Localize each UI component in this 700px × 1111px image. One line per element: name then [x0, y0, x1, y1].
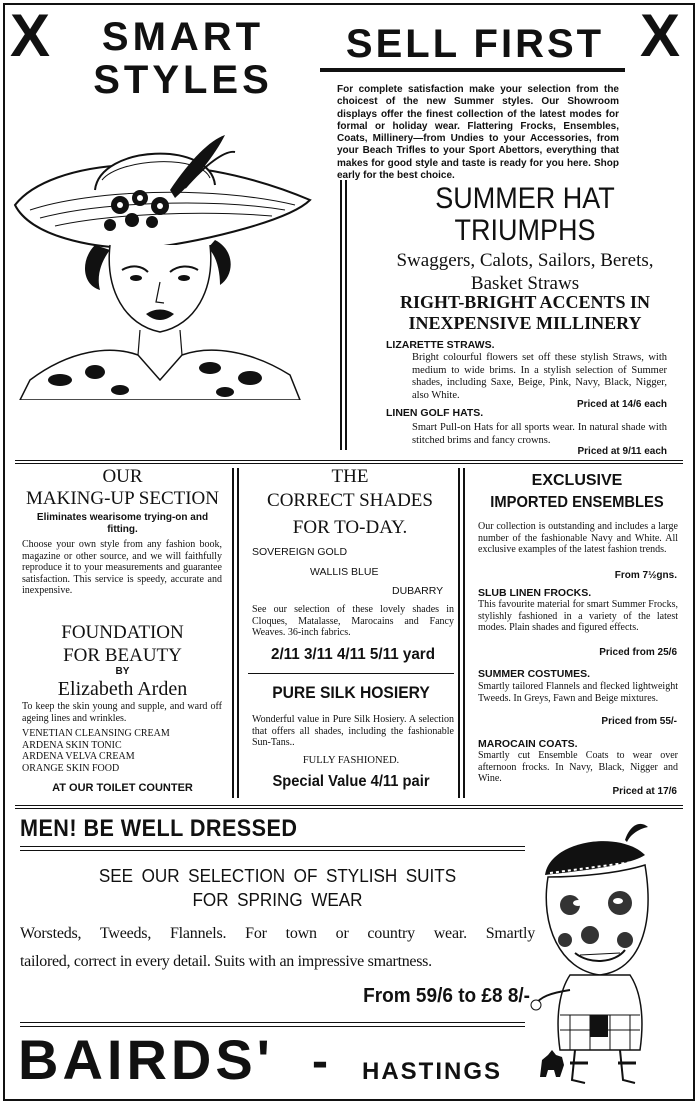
men-line2: FOR SPRING WEAR [192, 890, 363, 910]
hat-types-line2: Basket Straws [470, 273, 580, 294]
styles-word: STYLES [93, 58, 273, 102]
lizarette-heading: LIZARETTE STRAWS. [386, 339, 495, 351]
intro-paragraph: For complete satisfaction make your selection from the choicest of the new Summer styles. Our Showroom displays offer the finest collection of the latest modes for formal or holiday wear. Flattering Frocks, Ensembles, Coats, Millinery—from Undies to your Accessories, from your Beach Trifles to your Sport Abettors, everything that makes for good style and taste is ready for you here. Shop early for the best choice. [337, 84, 619, 182]
foundation-heading: FOUNDATION [61, 622, 184, 643]
column-bar-1 [232, 468, 239, 798]
product-item: ORANGE SKIN FOOD [22, 762, 120, 774]
hat-lady-illustration [10, 110, 330, 400]
summer-hat-title: SUMMER HAT [435, 182, 615, 215]
section-rule-middle [15, 805, 683, 809]
men-text2: tailored, correct in every detail. Suits with an impressive smartness. [20, 953, 432, 970]
accents-line1: RIGHT-BRIGHT ACCENTS IN [399, 292, 651, 312]
slub-linen-heading: SLUB LINEN FROCKS. [478, 587, 592, 599]
summer-costumes-price: Priced from 55/- [601, 716, 677, 727]
summer-costumes-text: Smartly tailored Flannels and flecked lightweight Tweeds. In Greys, Fawn and Beige mixtures. [478, 681, 678, 704]
golf-hats-heading: LINEN GOLF HATS. [386, 407, 484, 419]
product-item: ARDENA VELVA CREAM [22, 751, 135, 763]
lizarette-text: Bright colourful flowers set off these stylish Straws, with medium to wide brims. In a stylish selection of Summer shades, including Saxe, Beige, Pink, Navy, Black, Nigger, also White. [412, 352, 667, 401]
hosiery-special-value: Special Value 4/11 pair [272, 773, 430, 790]
sell-first-heading: SELL FIRST [345, 22, 605, 66]
making-up-tagline: Eliminates wearisome trying-on and fitting. [36, 512, 209, 535]
shades-text: See our selection of these lovely shades in Cloques, Matalasse, Marocains and Fancy Weaves. 36-inch fabrics. [252, 604, 454, 639]
hat-types-line1: Swaggers, Calots, Sailors, Berets, [396, 250, 654, 271]
footer-dash: - [312, 1035, 328, 1088]
men-heading: MEN! BE WELL DRESSED [20, 815, 298, 842]
marocain-coats-text: Smartly cut Ensemble Coats to wear over afternoon frocks. In Navy, Black, Nigger and Wine. [478, 750, 678, 785]
hastings-label: HASTINGS [362, 1058, 503, 1085]
elizabeth-arden-name: Elizabeth Arden [57, 678, 188, 700]
men-line1: SEE OUR SELECTION OF STYLISH SUITS [98, 866, 457, 886]
golf-hats-price: Priced at 9/11 each [577, 446, 667, 457]
scotsman-illustration [530, 815, 690, 1093]
x-mark-left: X [10, 2, 51, 69]
toilet-counter-label: AT OUR TOILET COUNTER [52, 782, 193, 794]
shade-sovereign-gold: SOVEREIGN GOLD [252, 546, 348, 558]
our-heading: OUR [102, 466, 143, 487]
slub-linen-text: This favourite material for smart Summer Frocks, stylishly fashioned in a variety of the latest modes. Plain shades and figured effects. [478, 599, 678, 634]
shades-prices: 2/11 3/11 4/11 5/11 yard [271, 646, 435, 663]
for-today-heading: FOR TO-DAY. [292, 517, 408, 538]
golf-hats-text: Smart Pull-on Hats for all sports wear. In natural shade with stitched brims and fancy crowns. [412, 422, 667, 446]
men-rule-3 [20, 1022, 525, 1023]
smart-word: SMART [101, 15, 265, 59]
column-bar-2 [458, 468, 465, 798]
smart-styles-heading [83, 16, 283, 102]
shade-dubarry: DUBARRY [392, 585, 444, 597]
hosiery-text: Wonderful value in Pure Silk Hosiery. A selection that offers all shades, including the fashionable Sun-Tans.. [252, 714, 454, 749]
pure-silk-hosiery-heading: PURE SILK HOSIERY [272, 683, 430, 702]
men-rule-4 [20, 1026, 525, 1027]
bairds-name: BAIRDS' [18, 1028, 274, 1091]
slub-linen-price: Priced from 25/6 [599, 647, 677, 658]
accents-line2: INEXPENSIVE MILLINERY [408, 313, 642, 333]
men-rule-1 [20, 846, 525, 847]
arden-products [22, 728, 227, 774]
ensembles-text: Our collection is outstanding and includes a large number of the fashionable Navy and White. All exclusive examples of the latest fashion trends. [478, 521, 678, 556]
the-heading: THE [331, 466, 369, 487]
correct-shades-heading: CORRECT SHADES [267, 490, 433, 511]
section-rule-top [15, 460, 683, 464]
men-price: From 59/6 to £8 8/- [363, 985, 530, 1007]
summer-costumes-heading: SUMMER COSTUMES. [478, 668, 591, 680]
for-beauty-heading: FOR BEAUTY [63, 645, 182, 666]
marocain-coats-heading: MAROCAIN COATS. [478, 738, 578, 750]
sell-first-rule [320, 68, 625, 72]
triumphs-title: TRIUMPHS [454, 214, 596, 247]
men-rule-2 [20, 850, 525, 851]
hosiery-rule [248, 673, 454, 674]
ensembles-price: From 7½gns. [614, 570, 677, 581]
product-item: ARDENA SKIN TONIC [22, 739, 122, 751]
making-up-text: Choose your own style from any fashion book, magazine or other source, and we will faithfully reproduce it to your measurements and guarantee satisfaction. This service is speedy, accurate and inexpensive. [22, 539, 222, 597]
exclusive-heading: EXCLUSIVE [531, 472, 623, 489]
men-text1: Worsteds, Tweeds, Flannels. For town or country wear. Smartly [20, 925, 535, 942]
shade-wallis-blue: WALLIS BLUE [310, 566, 379, 578]
hat-section-bar [340, 180, 347, 450]
marocain-coats-price: Priced at 17/6 [612, 786, 677, 797]
by-label: BY [115, 666, 130, 677]
foundation-text: To keep the skin young and supple, and ward off ageing lines and wrinkles. [22, 701, 222, 724]
product-item: VENETIAN CLEANSING CREAM [22, 728, 170, 739]
making-up-heading: MAKING-UP SECTION [26, 488, 219, 509]
lizarette-price: Priced at 14/6 each [576, 399, 667, 410]
fully-fashioned-label: FULLY FASHIONED. [302, 755, 400, 766]
x-mark-right: X [640, 2, 681, 69]
imported-ensembles-heading: IMPORTED ENSEMBLES [490, 494, 664, 511]
